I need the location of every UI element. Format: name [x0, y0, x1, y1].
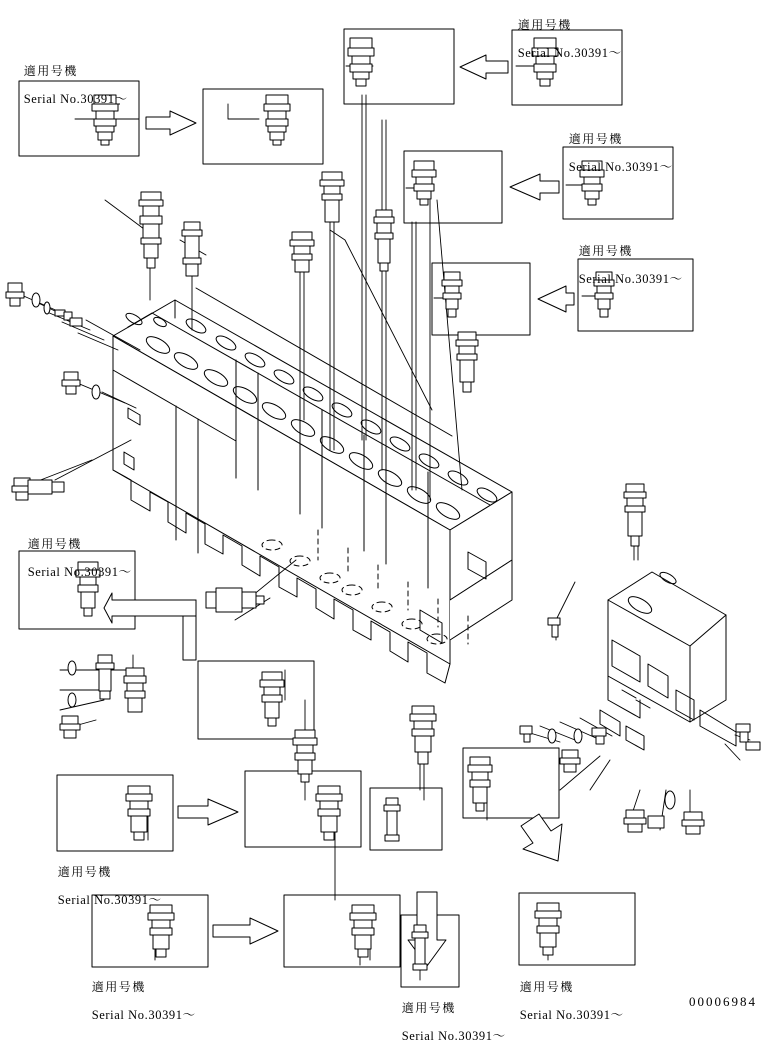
callout-jp-8: 適用号機 — [401, 1001, 456, 1015]
callout-serial-6: Serial No.30391～ — [57, 893, 162, 907]
callout-serial-1: Serial No.30391～ — [23, 92, 128, 106]
callout-jp-1: 適用号機 — [23, 64, 78, 78]
callout-serial-8: Serial No.30391～ — [401, 1029, 506, 1043]
callout-jp-5: 適用号機 — [27, 537, 82, 551]
callout-jp-6: 適用号機 — [57, 865, 112, 879]
callout-serial-7: Serial No.30391～ — [91, 1008, 196, 1022]
callout-serial-9: Serial No.30391～ — [519, 1008, 624, 1022]
callout-note-1 — [10, 50, 128, 120]
callout-note-7 — [78, 966, 196, 1036]
callout-note-2 — [504, 4, 622, 74]
callout-jp-2: 適用号機 — [517, 18, 572, 32]
callout-serial-5: Serial No.30391～ — [27, 565, 132, 579]
callout-serial-4: Serial No.30391～ — [578, 272, 683, 286]
callout-jp-4: 適用号機 — [578, 244, 633, 258]
callout-jp-9: 適用号機 — [519, 980, 574, 994]
callout-jp-7: 適用号機 — [91, 980, 146, 994]
callout-serial-2: Serial No.30391～ — [517, 46, 622, 60]
callout-note-5 — [14, 523, 132, 593]
callout-note-4 — [565, 230, 683, 300]
figure-part-number: 00006984 — [689, 994, 757, 1009]
callout-note-6 — [44, 851, 162, 921]
callout-note-8 — [388, 987, 506, 1057]
callout-note-9 — [506, 966, 624, 1036]
callout-jp-3: 適用号機 — [568, 132, 623, 146]
callout-note-3 — [555, 118, 673, 188]
callout-serial-3: Serial No.30391～ — [568, 160, 673, 174]
